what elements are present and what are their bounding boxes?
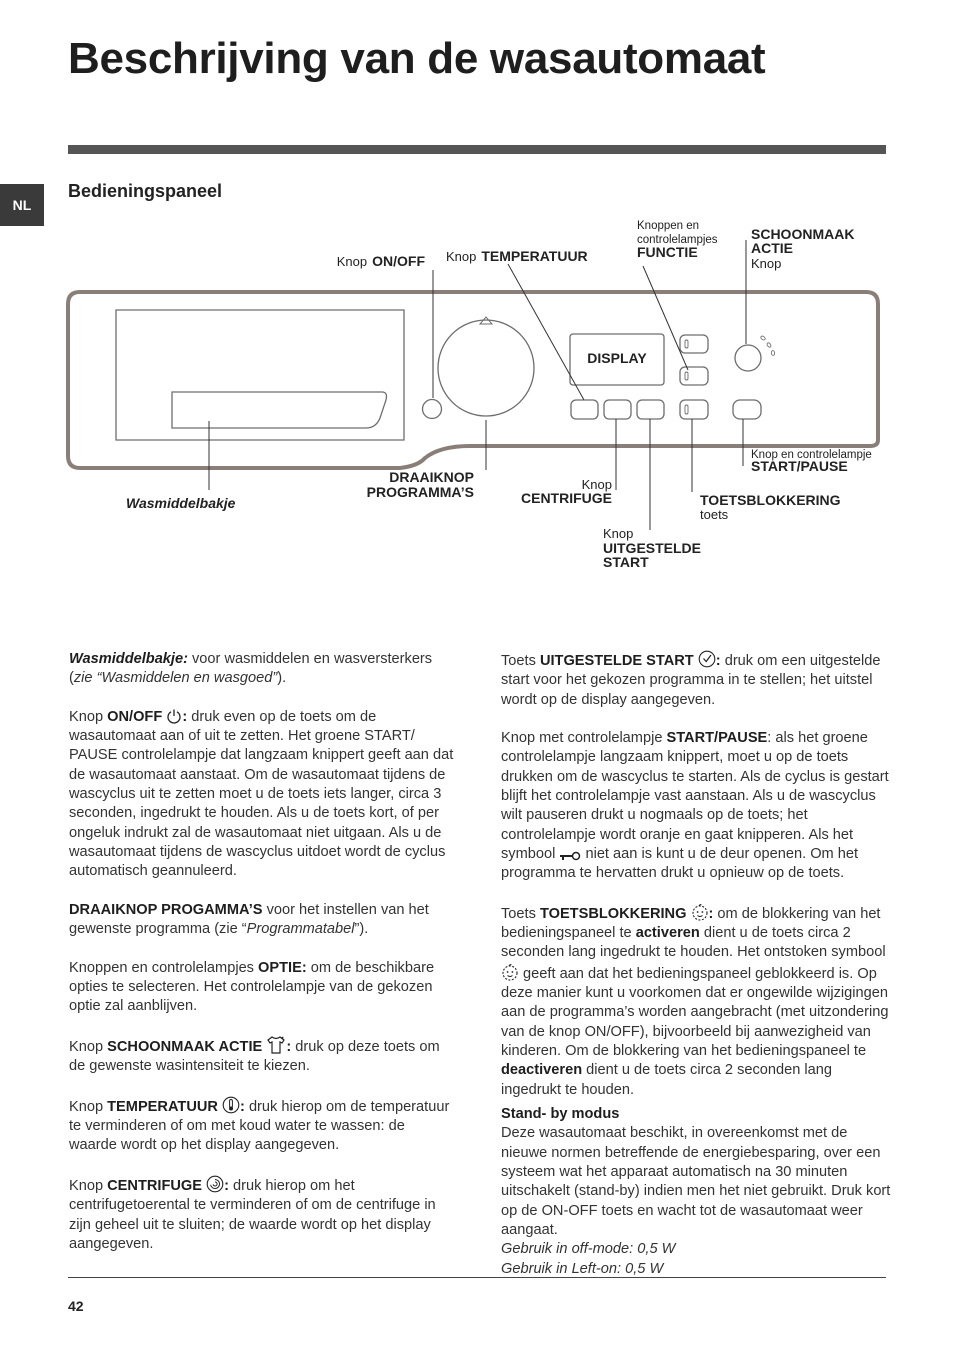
detergent-drawer — [116, 310, 404, 440]
key-lock-label-name: TOETSBLOKKERING — [700, 492, 841, 508]
onoff-knob — [423, 400, 442, 419]
shirt-icon — [266, 1036, 286, 1054]
temperature-label: Knop TEMPERATUUR — [446, 248, 588, 264]
leader-function — [643, 266, 688, 370]
delay-clock-icon — [698, 650, 716, 668]
paragraph-program-dial: DRAAIKNOP PROGAMMA’S voor het instellen van het gewenste programma (zie “Programmatabel”). — [69, 901, 429, 938]
function-label-line2: controlelampjes — [637, 234, 718, 246]
temperature-button-shape — [571, 400, 598, 419]
page-number: 42 — [68, 1298, 84, 1314]
standby-left-on: Gebruik in Left-on: 0,5 W — [501, 1260, 664, 1277]
paragraph-options: Knoppen en controlelampjes OPTIE: om de beschikbare opties te selecteren. Het controlelampje van de gekozen optie zal aanblijven. — [69, 959, 435, 1015]
thermometer-icon — [222, 1096, 240, 1114]
key-lock-led — [685, 405, 688, 414]
function-button-1 — [680, 335, 708, 353]
program-dial — [438, 320, 534, 416]
delay-label-line2: START — [603, 554, 649, 570]
standby-heading: Stand- by modus — [501, 1106, 620, 1123]
delay-label-prefix: Knop — [603, 526, 634, 541]
paragraph-spin: Knop CENTRIFUGE : druk hierop om het centrifugetoerental te verminderen of om de centrifuge in zijn geheel uit te sluiten; de waarde wordt op het display aangegeven. — [69, 1175, 454, 1254]
function-led-1 — [685, 340, 688, 348]
spin-button-shape — [604, 400, 631, 419]
standby-off-mode: Gebruik in off-mode: 0,5 W — [501, 1241, 676, 1258]
paragraph-start-pause: Knop met controlelampje START/PAUSE: als het groene controlelampje langzaam knippert, moet u op de toets drukken om de wascyclus te starten. Als de cyclus is gestart blijft het controlelampje vast aanstaan. Als u de wascyclus wilt pauseren drukt u nogmaals op de toets; het controlelampje wordt oranje en gaat knipperen. Als het symbool niet aan is kunt u de deur openen. Om het programma te hervatten drukt u opnieuw op de toets. — [501, 730, 889, 882]
delay-button-shape — [637, 400, 664, 419]
paragraph-wash-action: Knop SCHOONMAAK ACTIE : druk op deze toets om de gewenste wasintensiteit te kiezen. — [69, 1036, 454, 1077]
intensity-dot-3 — [771, 350, 775, 355]
function-button-2 — [680, 367, 708, 385]
paragraph-key-lock: Toets TOETSBLOKKERING : om de blokkering van het bedieningspaneel te activeren dient u de toets circa 2 seconden lang ingedrukt te houden. Het ontstoken symbool geeft aan dat het bedieningspaneel geblokkeerd is. Op deze manier kunt u voorkomen dat er ongewilde wijzigingen aan de programma’s worden aangebracht (met uitzondering van de knop ON/OFF), bijvoorbeeld bij aanwezigheid van kinderen. Om de blokkering van het bedieningspaneel te deactiveren dient u de toets circa 2 seconden lang ingedrukt te houden. — [501, 903, 891, 1100]
paragraph-detergent: Wasmiddelbakje: voor wasmiddelen en wasversterkers (zie “Wasmiddelen en wasgoed”). — [69, 651, 433, 687]
function-label-line1: Knoppen en — [637, 220, 700, 232]
display-label: DISPLAY — [587, 350, 647, 366]
spin-label-name: CENTRIFUGE — [521, 490, 612, 506]
detergent-label: Wasmiddelbakje — [126, 495, 236, 511]
standby-text: Deze wasautomaat beschikt, in overeenkomst met de nieuwe normen betreffende de energiebesparing, over een systeem wat het apparaat automatisch na 30 minuten uitschakelt (stand-by) indien men het niet gebruikt. Druk kort op de ON-OFF toets en wacht tot de wasautomaat weer aangaat. — [501, 1125, 891, 1238]
child-lock-icon — [501, 963, 519, 981]
wash-action-label-line2: ACTIE — [751, 240, 793, 256]
leader-temperature — [508, 264, 584, 400]
language-tab: NL — [0, 184, 44, 226]
door-key-icon — [559, 851, 581, 861]
detergent-drawer-handle — [172, 392, 387, 428]
key-lock-label-sub: toets — [700, 507, 729, 522]
start-pause-button-shape — [733, 400, 761, 419]
control-panel-diagram — [0, 0, 954, 620]
delay-label-line1: UITGESTELDE — [603, 540, 702, 556]
left-text-column — [69, 650, 454, 1274]
power-icon — [166, 708, 182, 724]
dial-label-line2: PROGRAMMA’S — [366, 484, 474, 500]
bottom-rule — [68, 1277, 886, 1278]
paragraph-onoff: Knop ON/OFF : druk even op de toets om de wasautomaat aan of uit te zetten. Het groene START/ PAUSE controlelampje dat langzaam knippert geeft aan dat de wasautomaat aanstaat. Om de wasautomaat tijdens de wascyclus uit te zetten moet u de toets iets langer, circa 3 seconden, ingedrukt te houden. Als u de toets kort, of per ongeluk indrukt zal de wasautomaat niet uitgaan. Als u de wasautomaat tijdens de wascyclus uitdoet wordt de cyclus automatisch geannuleerd. — [69, 708, 454, 880]
function-label-name: FUNCTIE — [637, 244, 698, 260]
section-heading: Bedieningspaneel — [68, 181, 223, 201]
paragraph-temperature: Knop TEMPERATUUR : druk hierop om de temperatuur te verminderen of om met koud water te wassen: de waarde wordt op het display aangegeven. — [69, 1096, 454, 1156]
spin-label-prefix: Knop — [581, 477, 612, 492]
onoff-label: Knop ON/OFF — [336, 253, 425, 269]
wash-action-label-line1: SCHOONMAAK — [751, 226, 855, 242]
intensity-dot-1 — [760, 335, 766, 340]
key-lock-button-shape — [680, 400, 708, 419]
paragraph-delayed-start: Toets UITGESTELDE START : druk om een uitgestelde start voor het gekozen programma in te stellen; het uitstel wordt op de display aangegeven. — [501, 650, 891, 710]
wash-action-label-sub: Knop — [751, 256, 782, 271]
start-pause-label-line1: Knop en controlelampje — [751, 449, 872, 461]
page-title: Beschrijving van de wasautomaat — [68, 34, 766, 83]
dial-label-line1: DRAAIKNOP — [389, 469, 474, 485]
intensity-dot-2 — [766, 342, 771, 348]
start-pause-label-name: START/PAUSE — [751, 458, 848, 474]
panel-outline — [68, 292, 878, 468]
wash-action-knob — [735, 345, 761, 371]
function-led-2 — [685, 372, 688, 380]
child-lock-icon — [691, 903, 709, 921]
standby-section — [501, 1105, 891, 1279]
right-text-column — [501, 650, 891, 1279]
spin-icon — [206, 1175, 224, 1193]
